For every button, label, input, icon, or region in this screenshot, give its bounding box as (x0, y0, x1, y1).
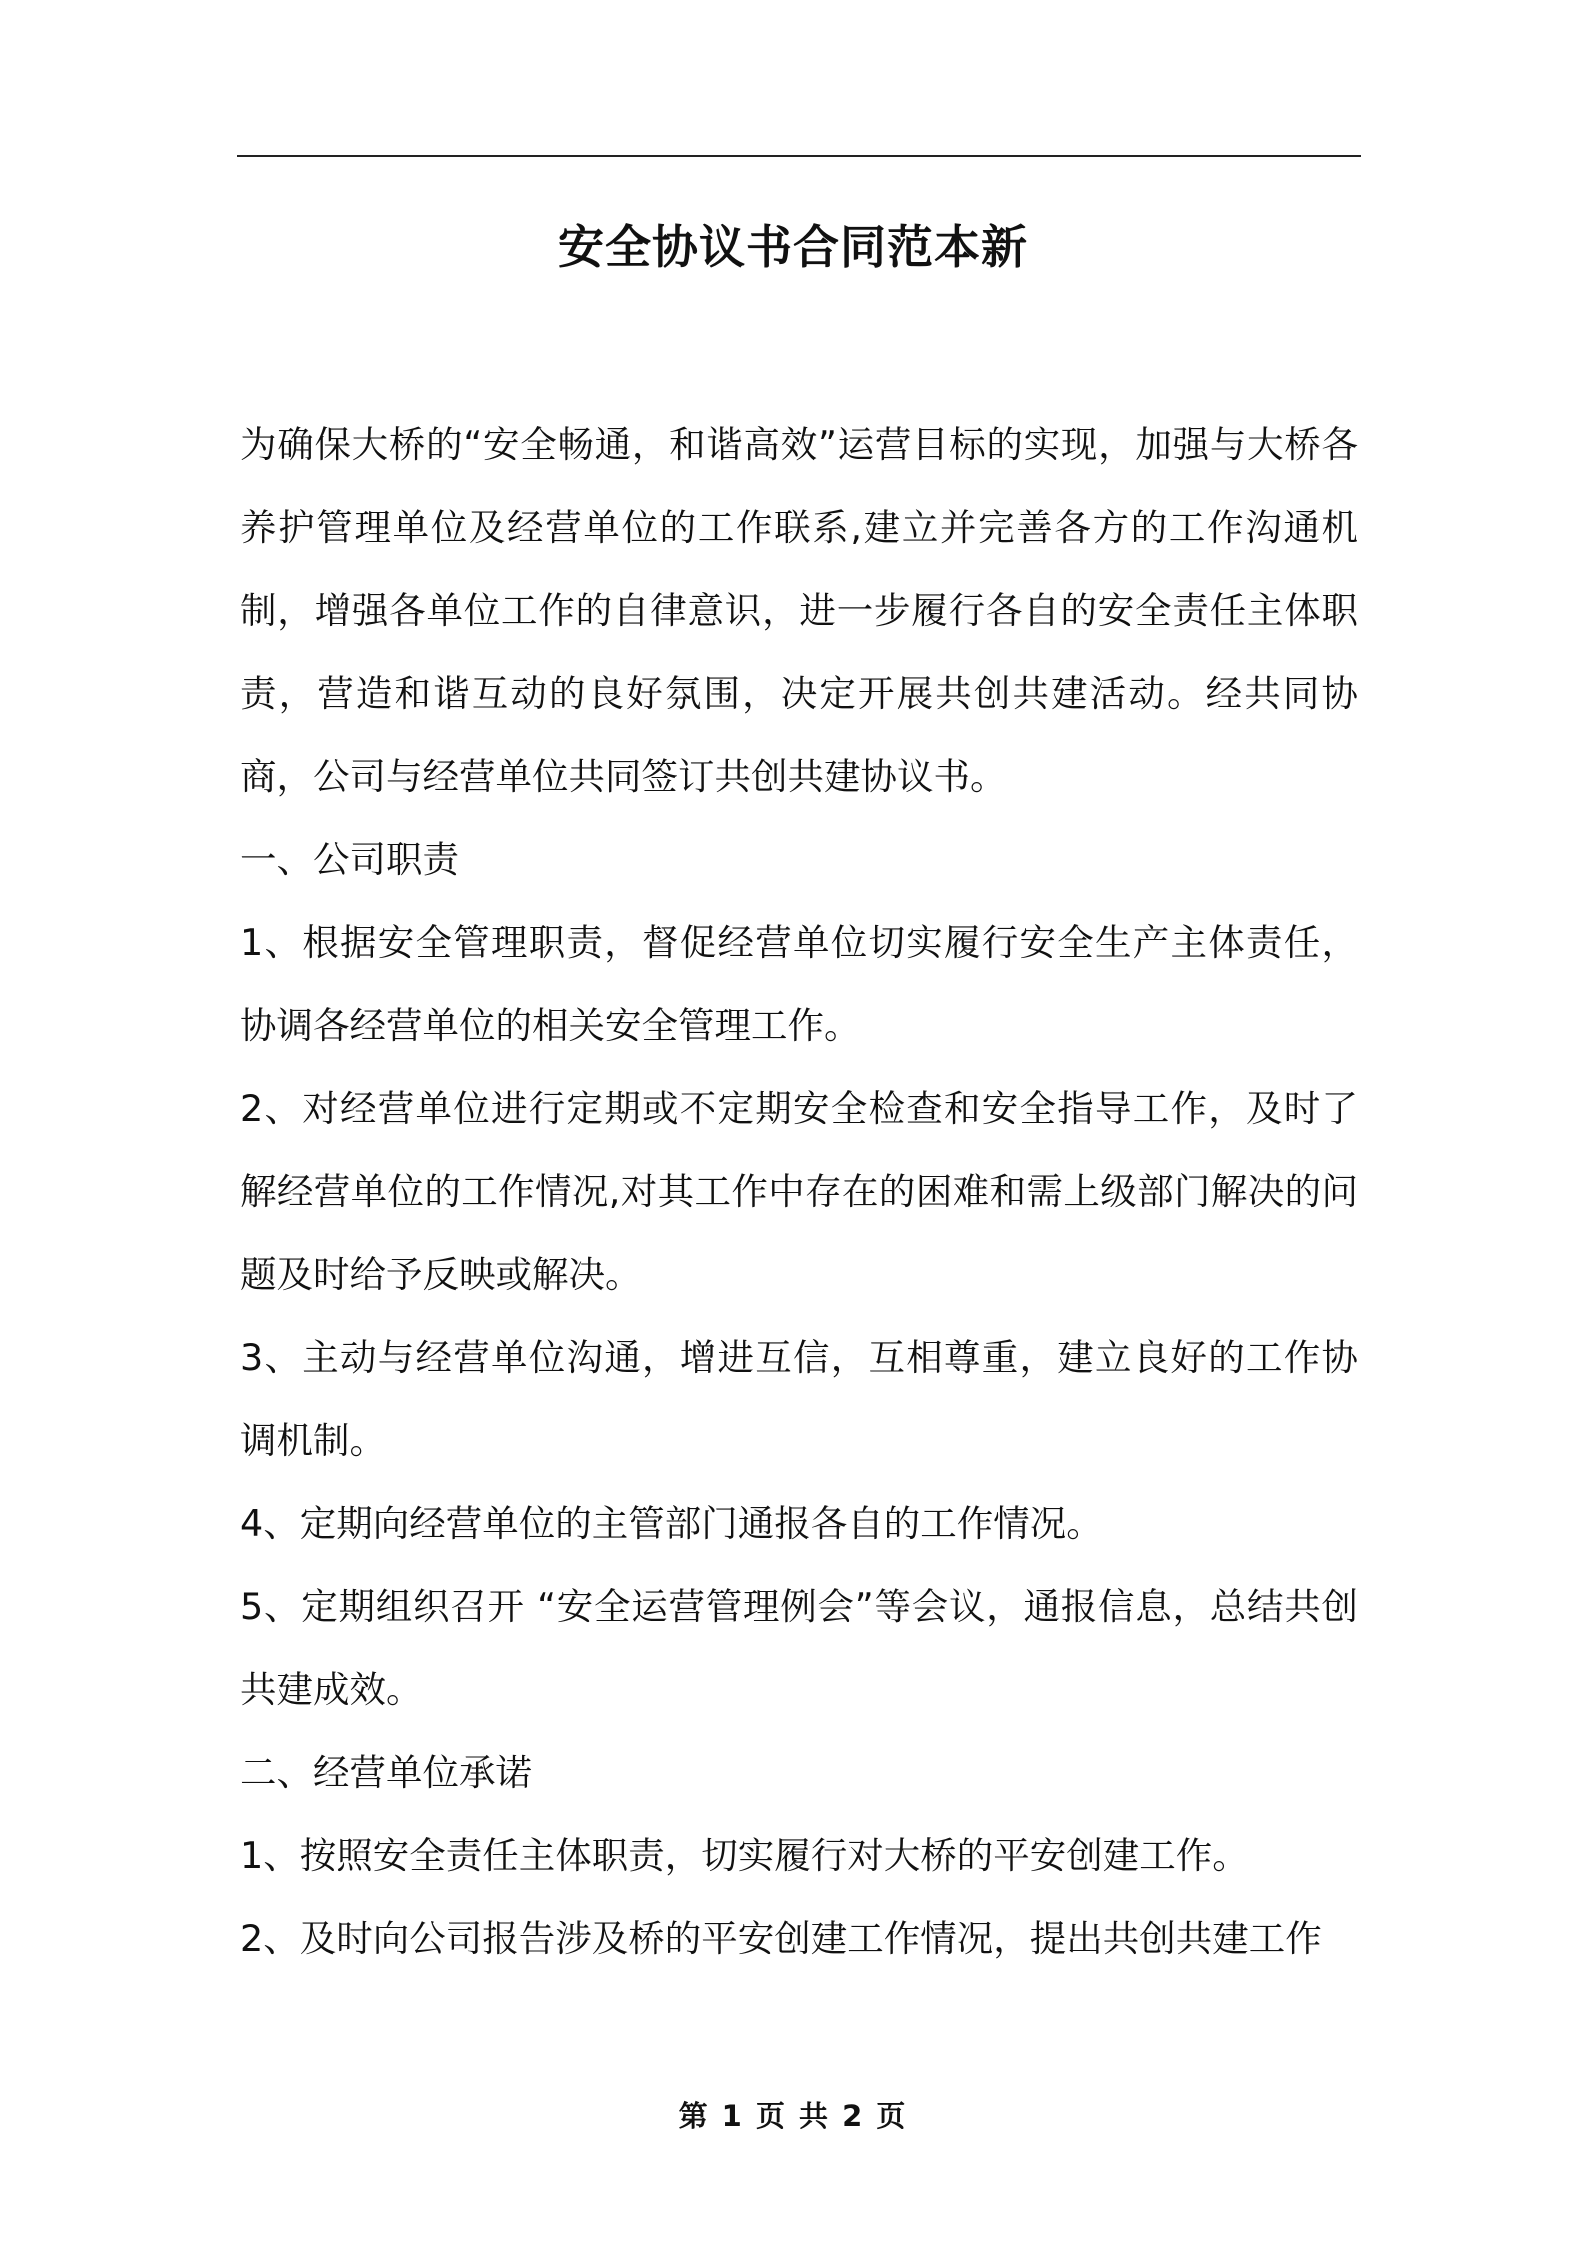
company-duty-item-4: 4、定期向经营单位的主管部门通报各自的工作情况。 (240, 1502, 1103, 1545)
operator-commitment-item-2: 2、及时向公司报告涉及桥的平安创建工作情况，提出共创共建工作 (240, 1917, 1322, 1960)
document-body (240, 403, 1358, 1980)
section-heading-operator-commitments: 二、经营单位承诺 (240, 1751, 532, 1794)
company-duty-item-2: 2、对经营单位进行定期或不定期安全检查和安全指导工作，及时了解经营单位的工作情况,对其工作中存在的困难和需上级部门解决的问题及时给予反映或解决。 (240, 1087, 1358, 1296)
operator-commitment-item-1: 1、按照安全责任主体职责，切实履行对大桥的平安创建工作。 (240, 1834, 1249, 1877)
section-heading-company-duties: 一、公司职责 (240, 838, 459, 881)
header-rule (237, 155, 1361, 157)
company-duty-item-5: 5、定期组织召开 “安全运营管理例会”等会议，通报信息，总结共创共建成效。 (240, 1585, 1358, 1711)
document-title: 安全协议书合同范本新 (558, 220, 1028, 274)
intro-paragraph: 为确保大桥的“安全畅通，和谐高效”运营目标的实现，加强与大桥各养护管理单位及经营单位的工作联系,建立并完善各方的工作沟通机制，增强各单位工作的自律意识，进一步履行各自的安全责任主体职责，营造和谐互动的良好氛围，决定开展共创共建活动。经共同协商，公司与经营单位共同签订共创共建协议书。 (240, 423, 1358, 798)
page-footer: 第 1 页 共 2 页 (678, 2099, 908, 2133)
company-duty-item-1: 1、根据安全管理职责，督促经营单位切实履行安全生产主体责任，协调各经营单位的相关安全管理工作。 (240, 921, 1358, 1047)
company-duty-item-3: 3、主动与经营单位沟通，增进互信，互相尊重，建立良好的工作协调机制。 (240, 1336, 1358, 1462)
